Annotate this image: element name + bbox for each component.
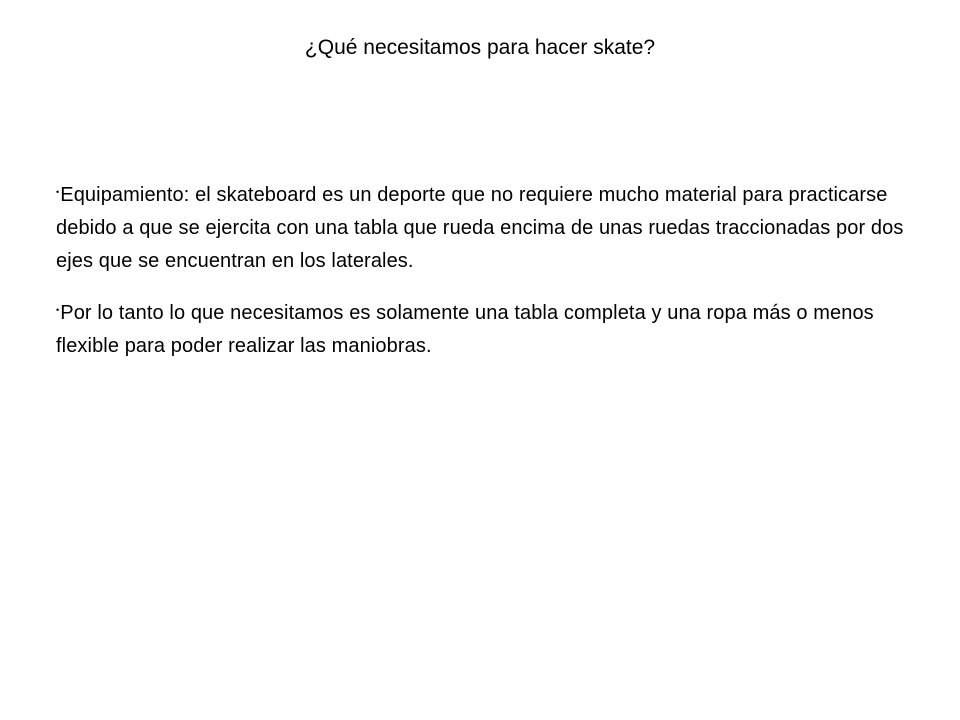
bullet-text: Equipamiento: el skateboard es un deporte que no requiere mucho material para practicarse debido a que se ejercita con una tabla que rueda encima de unas ruedas traccionadas por dos ejes que se encuentran en los laterales.	[56, 184, 904, 272]
bullet-item-equipamiento	[56, 176, 906, 278]
bullet-text: Por lo tanto lo que necesitamos es solamente una tabla completa y una ropa más o menos flexible para poder realizar las maniobras.	[56, 302, 874, 357]
bullet-dot-icon: •	[56, 305, 60, 315]
bullet-list	[56, 176, 906, 379]
bullet-item-tabla-ropa	[56, 294, 906, 363]
slide-title: ¿Qué necesitamos para hacer skate?	[304, 36, 656, 59]
bullet-dot-icon: •	[56, 187, 60, 197]
